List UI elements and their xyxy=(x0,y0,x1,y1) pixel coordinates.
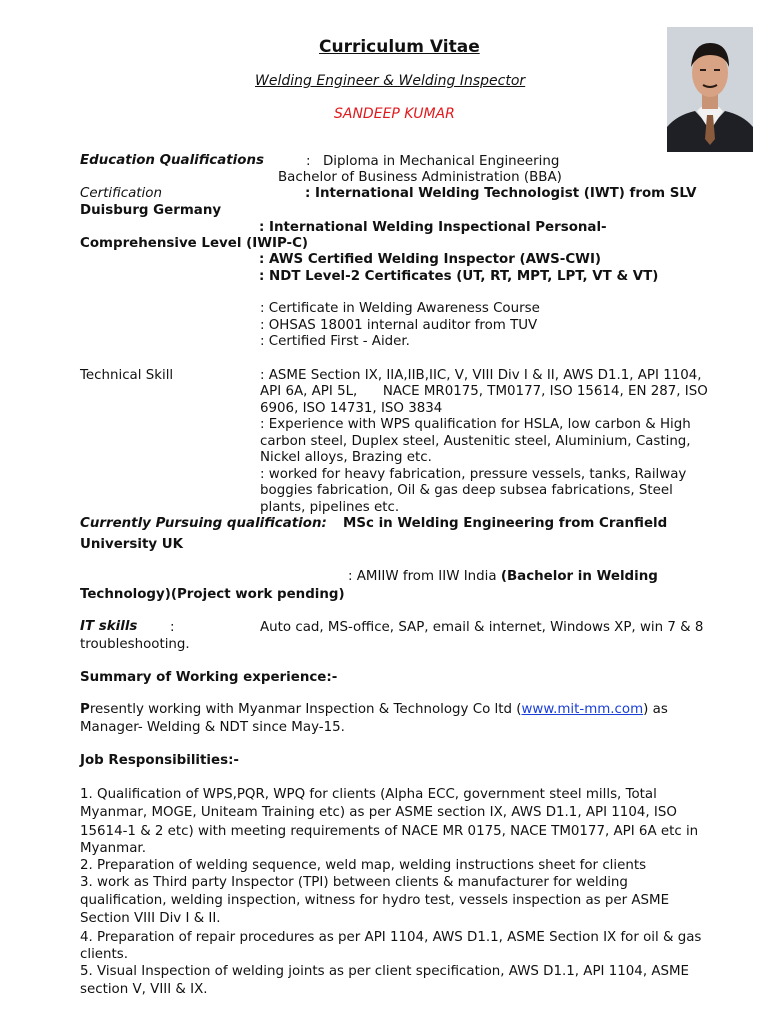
education-separator: : xyxy=(306,154,311,169)
technical-skill-line: Nickel alloys, Brazing etc. xyxy=(260,450,432,465)
job-line: 4. Preparation of repair procedures as per API 1104, AWS D1.1, ASME Section IX for oil & gas xyxy=(80,930,702,945)
job-line: Myanmar. xyxy=(80,841,146,856)
certification-iwt-continued: Duisburg Germany xyxy=(80,203,222,218)
technical-skill-line: : worked for heavy fabrication, pressure vessels, tanks, Railway xyxy=(260,467,687,482)
certification-iwt: : International Welding Technologist (IWT) from SLV xyxy=(305,186,697,201)
it-skills-value: Auto cad, MS-office, SAP, email & internet, Windows XP, win 7 & 8 xyxy=(260,620,704,635)
it-skills-separator: : xyxy=(170,620,175,635)
technical-skill-line: boggies fabrication, Oil & gas deep subsea fabrications, Steel xyxy=(260,483,673,498)
certification-other: : Certificate in Welding Awareness Course xyxy=(260,301,540,316)
pursuing-value: MSc in Welding Engineering from Cranfield xyxy=(343,516,668,531)
amiiw-continued: Technology)(Project work pending) xyxy=(80,587,345,602)
job-line: 15614-1 & 2 etc) with meeting requirements of NACE MR 0175, NACE TM0177, API 6A etc in xyxy=(80,824,699,839)
technical-skill-line: : Experience with WPS qualification for HSLA, low carbon & High xyxy=(260,417,691,432)
job-line: clients. xyxy=(80,947,129,962)
it-skills-value-continued: troubleshooting. xyxy=(80,637,190,652)
technical-skill-line: 6906, ISO 14731, ISO 3834 xyxy=(260,401,443,416)
technical-skill-line: API 6A, API 5L, NACE MR0175, TM0177, ISO 15614, EN 287, ISO xyxy=(260,384,708,399)
certification-ndt: : NDT Level-2 Certificates (UT, RT, MPT, LPT, VT & VT) xyxy=(259,269,659,284)
profile-photo xyxy=(667,27,753,152)
candidate-name: SANDEEP KUMAR xyxy=(334,106,455,122)
company-website-link[interactable]: www.mit-mm.com xyxy=(521,702,644,717)
certification-aws: : AWS Certified Welding Inspector (AWS-CWI) xyxy=(259,252,602,267)
education-label: Education Qualifications xyxy=(80,153,264,168)
it-skills-label: IT skills xyxy=(80,619,138,634)
job-line: 2. Preparation of welding sequence, weld map, welding instructions sheet for clients xyxy=(80,858,647,873)
summary-heading: Summary of Working experience:- xyxy=(80,670,338,685)
job-line: Section VIII Div I & II. xyxy=(80,911,221,926)
technical-skill-label: Technical Skill xyxy=(80,368,174,383)
jobs-heading: Job Responsibilities:- xyxy=(80,753,239,768)
job-line: 3. work as Third party Inspector (TPI) between clients & manufacturer for welding xyxy=(80,875,628,890)
amiiw-text xyxy=(348,569,658,584)
amiiw-plain: : AMIIW from IIW India xyxy=(348,569,497,584)
certification-iwip: : International Welding Inspectional Personal- xyxy=(259,220,607,235)
job-line: Myanmar, MOGE, Uniteam Training etc) as per ASME section IX, AWS D1.1, API 1104, ISO xyxy=(80,805,677,820)
cv-title: Curriculum Vitae xyxy=(319,37,480,57)
pursuing-value-continued: University UK xyxy=(80,537,184,552)
certification-other: : OHSAS 18001 internal auditor from TUV xyxy=(260,318,538,333)
education-item: Bachelor of Business Administration (BBA) xyxy=(278,170,562,185)
job-line: section V, VIII & IX. xyxy=(80,982,208,997)
summary-text-end: ) as xyxy=(643,702,668,717)
technical-skill-line: : ASME Section IX, IIA,IIB,IIC, V, VIII Div I & II, AWS D1.1, API 1104, xyxy=(260,368,702,383)
summary-text: resently working with Myanmar Inspection & Technology Co ltd ( xyxy=(89,702,522,717)
summary-line-2: Manager- Welding & NDT since May-15. xyxy=(80,720,345,735)
technical-skill-line: carbon steel, Duplex steel, Austenitic steel, Aluminium, Casting, xyxy=(260,434,691,449)
job-line: 1. Qualification of WPS,PQR, WPQ for clients (Alpha ECC, government steel mills, Total xyxy=(80,787,657,802)
education-item: Diploma in Mechanical Engineering xyxy=(323,154,560,169)
certification-other: : Certified First - Aider. xyxy=(260,334,410,349)
job-line: 5. Visual Inspection of welding joints as per client specification, AWS D1.1, API 1104, ASME xyxy=(80,964,690,979)
cv-subtitle: Welding Engineer & Welding Inspector xyxy=(255,73,526,89)
pursuing-label: Currently Pursuing qualification: xyxy=(80,516,327,531)
technical-skill-line: plants, pipelines etc. xyxy=(260,500,400,515)
certification-label: Certification xyxy=(80,186,162,201)
job-line: qualification, welding inspection, witness for hydro test, vessels inspection as per ASME xyxy=(80,893,670,908)
certification-iwip-continued: Comprehensive Level (IWIP-C) xyxy=(80,236,309,251)
summary-line xyxy=(80,702,668,717)
summary-lead-letter: P xyxy=(80,702,90,717)
amiiw-bold: (Bachelor in Welding xyxy=(500,569,658,584)
